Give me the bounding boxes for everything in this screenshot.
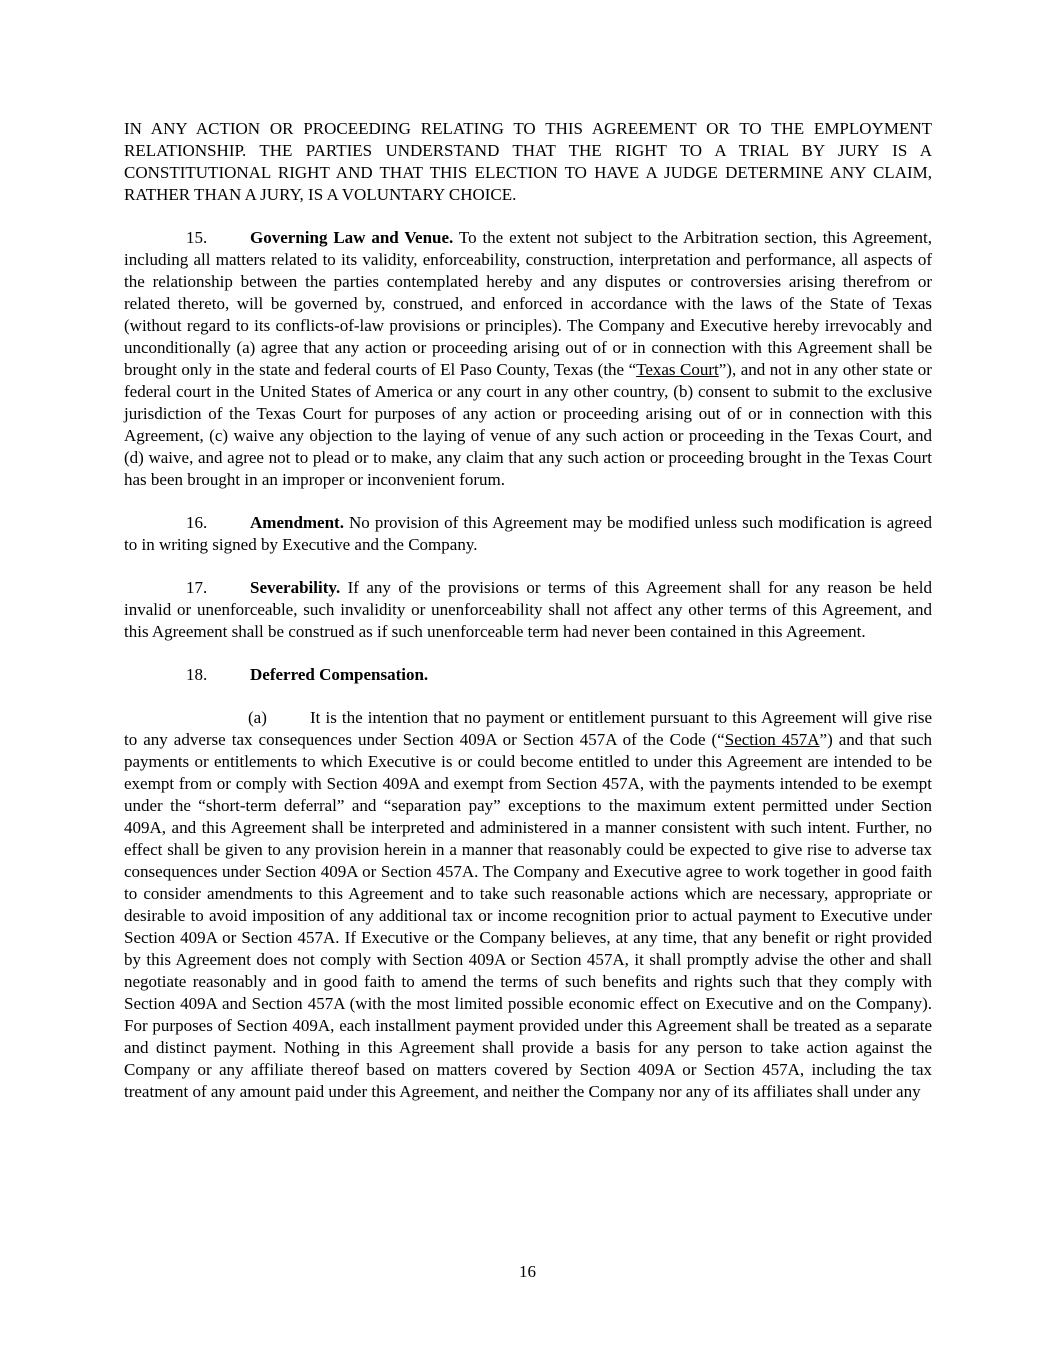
section-body: No provision of this Agreement may be modified unless such modification is agreed to in writing signed by Executive and the Company. bbox=[124, 513, 932, 554]
section-body: ”), and not in any other state or federal court in the United States of America or any court in any other country, (b) consent to submit to the exclusive jurisdiction of the Texas Court for purposes of any action or proceeding arising out of or in connection with this Agreement, (c) waive any objection to the laying of venue of any such action or proceeding in the Texas Court, and (d) waive, and agree not to plead or to make, any claim that any such action or proceeding brought in the Texas Court has been brought in an improper or inconvenient forum. bbox=[124, 360, 932, 489]
section-heading: Severability. bbox=[250, 578, 341, 597]
section-heading: Amendment. bbox=[250, 513, 344, 532]
section-number: 16. bbox=[186, 513, 208, 532]
section-body: To the extent not subject to the Arbitration section, this Agreement, including all matters related to its validity, enforceability, construction, interpretation and performance, all aspects of the relationship between the parties contemplated hereby and any disputes or controversies arising therefrom or related thereto, will be governed by, construed, and enforced in accordance with the laws of the State of Texas (without regard to its conflicts-of-law provisions or principles). The Company and Executive hereby irrevocably and unconditionally (a) agree that any action or proceeding arising out of or in connection with this Agreement shall be brought only in the state and federal courts of El Paso County, Texas (the “ bbox=[124, 228, 932, 379]
jury-waiver-text: IN ANY ACTION OR PROCEEDING RELATING TO THIS AGREEMENT OR TO THE EMPLOYMENT RELATIONSHIP. THE PARTIES UNDERSTAND THAT THE RIGHT TO A TRIAL BY JURY IS A CONSTITUTIONAL RIGHT AND THAT THIS ELECTION TO HAVE A JUDGE DETERMINE ANY CLAIM, RATHER THAN A JURY, IS A VOLUNTARY CHOICE. bbox=[124, 119, 932, 204]
subsection-number: (a) bbox=[248, 708, 267, 727]
defined-term-section-457a: Section 457A bbox=[724, 730, 820, 749]
section-number: 15. bbox=[186, 228, 208, 247]
subsection-body: ”) and that such payments or entitlements to which Executive is or could become entitled to under this Agreement are intended to be exempt from or comply with Section 409A and exempt from Section 457A, with the payments intended to be exempt under the “short-term deferral” and “separation pay” exceptions to the maximum extent permitted under Section 409A, and this Agreement shall be interpreted and administered in a manner consistent with such intent. Further, no effect shall be given to any provision herein in a manner that reasonably could be expected to give rise to adverse tax consequences under Section 409A or Section 457A. The Company and Executive agree to work together in good faith to consider amendments to this Agreement and to take such reasonable actions which are necessary, appropriate or desirable to avoid imposition of any additional tax or income recognition prior to actual payment to Executive under Section 409A or Section 457A. If Executive or the Company believes, at any time, that any benefit or right provided by this Agreement does not comply with Section 409A or Section 457A, it shall promptly advise the other and shall negotiate reasonably and in good faith to amend the terms of such benefits and rights such that they comply with Section 409A and Section 457A (with the most limited possible economic effect on Executive and on the Company). For purposes of Section 409A, each installment payment provided under this Agreement shall be treated as a separate and distinct payment. Nothing in this Agreement shall provide a basis for any person to take action against the Company or any affiliate thereof based on matters covered by Section 409A or Section 457A, including the tax treatment of any amount paid under this Agreement, and neither the Company nor any of its affiliates shall under any bbox=[124, 730, 932, 1101]
section-heading: Deferred Compensation. bbox=[250, 665, 429, 684]
section-heading: Governing Law and Venue. bbox=[250, 228, 454, 247]
section-body: If any of the provisions or terms of this Agreement shall for any reason be held invalid or unenforceable, such invalidity or unenforceability shall not affect any other terms of this Agreement, and this Agreement shall be construed as if such unenforceable term had never been contained in this Agreement. bbox=[124, 578, 932, 641]
section-16-amendment bbox=[124, 512, 932, 556]
section-18-deferred-compensation bbox=[124, 664, 932, 686]
subsection-body: It is the intention that no payment or entitlement pursuant to this Agreement will give rise to any adverse tax consequences under Section 409A or Section 457A of the Code (“ bbox=[124, 708, 932, 749]
section-17-severability bbox=[124, 577, 932, 643]
section-number: 17. bbox=[186, 578, 208, 597]
defined-term-texas-court: Texas Court bbox=[636, 360, 719, 379]
section-number: 18. bbox=[186, 665, 208, 684]
page-number: 16 bbox=[519, 1262, 536, 1281]
section-15-governing-law bbox=[124, 227, 932, 491]
subsection-18a bbox=[124, 707, 932, 1103]
paragraph-jury-trial-waiver bbox=[124, 118, 932, 206]
